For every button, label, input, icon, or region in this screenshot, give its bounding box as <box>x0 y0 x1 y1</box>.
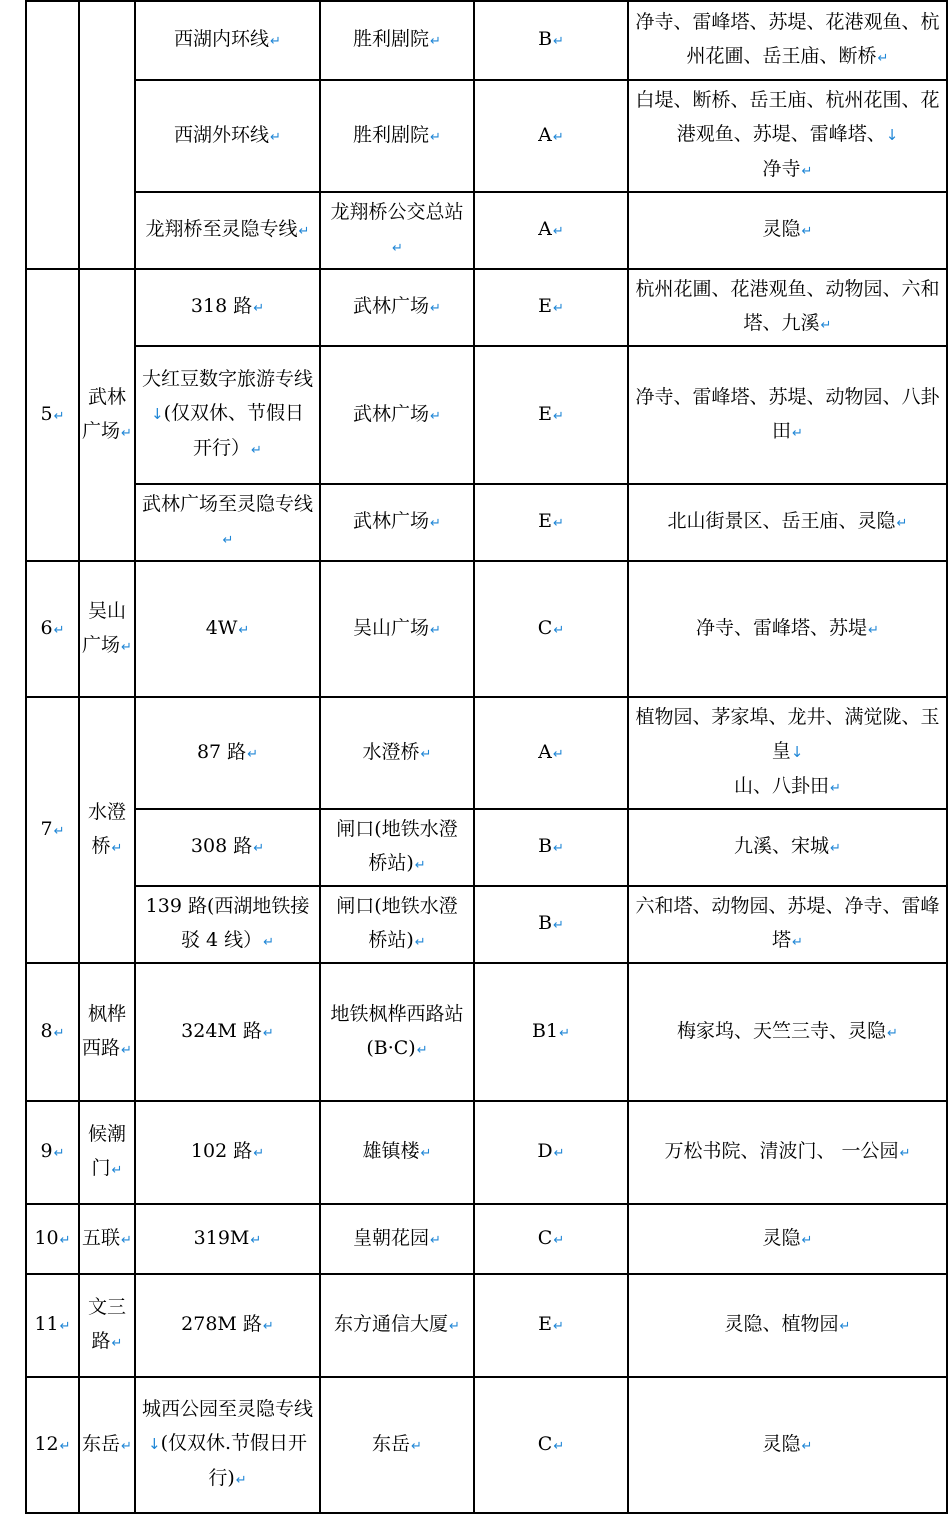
exit-code: B <box>538 912 553 934</box>
exit-cell <box>474 886 628 963</box>
paragraph-mark-icon: ↵ <box>416 1042 428 1058</box>
exit-cell <box>474 1101 628 1204</box>
exit-cell <box>474 963 628 1101</box>
paragraph-mark-icon: ↵ <box>553 34 564 49</box>
station-name: 五联 <box>82 1226 121 1249</box>
paragraph-mark-icon: ↵ <box>59 1319 71 1334</box>
station-number-cell <box>26 697 79 963</box>
station-name: 候潮门 <box>87 1123 126 1179</box>
table-row <box>26 886 947 963</box>
destinations: 植物园、茅家埠、龙井、满觉陇、玉皇 <box>635 706 940 762</box>
paragraph-mark-icon: ↵ <box>251 443 262 458</box>
station-name-cell <box>79 1101 135 1204</box>
paragraph-mark-icon: ↵ <box>792 935 803 950</box>
paragraph-mark-icon: ↵ <box>552 301 564 316</box>
paragraph-mark-icon: ↵ <box>430 301 441 316</box>
paragraph-mark-icon: ↵ <box>899 1146 911 1161</box>
destinations-cell <box>628 809 947 886</box>
station-name-cell <box>79 1 135 269</box>
route-name: 87 路 <box>196 740 247 763</box>
destinations-cell <box>628 269 947 346</box>
paragraph-mark-icon: ↵ <box>253 1146 265 1161</box>
paragraph-mark-icon: ↵ <box>411 1438 422 1454</box>
route-name: 龙翔桥至灵隐专线 <box>145 218 298 240</box>
paragraph-mark-icon: ↵ <box>414 858 426 873</box>
stop-name: 皇朝花园 <box>353 1226 430 1249</box>
exit-code: B1 <box>532 1019 559 1042</box>
paragraph-mark-icon: ↵ <box>430 1232 441 1248</box>
table-row <box>26 1 947 80</box>
route-name: 102 路 <box>190 1140 253 1162</box>
destinations-cell <box>628 963 947 1101</box>
route-cell <box>135 1101 320 1204</box>
stop-cell <box>320 346 474 484</box>
destinations-cell <box>628 1274 947 1377</box>
stop-cell <box>320 1204 474 1274</box>
stop-name: 吴山广场 <box>353 616 430 639</box>
destinations: 净寺、雷峰塔、苏堤、动物园、八卦田 <box>635 385 940 442</box>
paragraph-mark-icon: ↵ <box>449 1319 460 1334</box>
route-cell <box>135 80 320 192</box>
stop-cell <box>320 484 474 561</box>
table-row <box>26 1274 947 1377</box>
exit-code: E <box>538 295 552 317</box>
stop-name: 地铁枫桦西路站(B·C) <box>330 1002 464 1059</box>
route-name: 319M <box>193 1226 250 1249</box>
paragraph-mark-icon: ↵ <box>896 516 908 531</box>
station-name: 枫桦西路 <box>82 1002 126 1059</box>
exit-cell <box>474 809 628 886</box>
exit-cell <box>474 697 628 809</box>
paragraph-mark-icon: ↵ <box>420 1146 432 1161</box>
paragraph-mark-icon: ↵ <box>553 918 564 933</box>
paragraph-mark-icon: ↵ <box>792 425 803 441</box>
paragraph-mark-icon: ↵ <box>53 408 65 424</box>
route-name: 大红豆数字旅游专线 <box>142 368 314 390</box>
paragraph-mark-icon: ↵ <box>430 622 441 638</box>
exit-cell <box>474 1 628 80</box>
destinations-cont: 山、八卦田 <box>734 775 830 797</box>
table-row <box>26 963 947 1101</box>
station-name-cell <box>79 1204 135 1274</box>
route-cell <box>135 963 320 1101</box>
paragraph-mark-icon: ↵ <box>553 622 565 638</box>
paragraph-mark-icon: ↵ <box>552 516 564 531</box>
destinations-cell <box>628 346 947 484</box>
table-row <box>26 809 947 886</box>
paragraph-mark-icon: ↵ <box>839 1319 851 1334</box>
route-cell <box>135 1 320 80</box>
station-number: 6 <box>40 616 53 639</box>
paragraph-mark-icon: ↵ <box>552 224 564 239</box>
destinations-cell <box>628 697 947 809</box>
destinations-cell <box>628 192 947 269</box>
table-row <box>26 484 947 561</box>
route-name: 318 路 <box>190 295 253 317</box>
paragraph-mark-icon: ↵ <box>263 935 275 950</box>
stop-cell <box>320 886 474 963</box>
exit-code: E <box>538 510 552 532</box>
station-name-cell <box>79 561 135 697</box>
table-row <box>26 697 947 809</box>
paragraph-mark-icon: ↵ <box>552 129 564 145</box>
exit-code: D <box>537 1140 553 1162</box>
destinations-cell <box>628 80 947 192</box>
exit-cell <box>474 346 628 484</box>
exit-cell <box>474 80 628 192</box>
exit-cell <box>474 561 628 697</box>
exit-code: A <box>538 740 552 763</box>
route-name: 278M 路 <box>181 1313 262 1335</box>
destinations: 梅家坞、天竺三寺、灵隐 <box>677 1019 887 1042</box>
paragraph-mark-icon: ↵ <box>121 1232 132 1248</box>
station-number: 9 <box>40 1140 53 1162</box>
station-number: 7 <box>40 817 53 840</box>
paragraph-mark-icon: ↵ <box>298 224 310 239</box>
paragraph-mark-icon: ↵ <box>553 1438 565 1454</box>
paragraph-mark-icon: ↵ <box>430 408 441 424</box>
paragraph-mark-icon: ↵ <box>430 516 441 531</box>
stop-cell <box>320 561 474 697</box>
stop-name: 武林广场 <box>353 402 430 425</box>
exit-code: B <box>538 28 553 50</box>
paragraph-mark-icon: ↵ <box>392 241 403 256</box>
stop-cell <box>320 1 474 80</box>
destinations: 杭州花圃、花港观鱼、动物园、六和塔、九溪 <box>635 278 940 334</box>
paragraph-mark-icon: ↵ <box>801 1232 813 1248</box>
paragraph-mark-icon: ↵ <box>553 1146 565 1161</box>
stop-name: 水澄桥 <box>362 740 420 763</box>
exit-code: C <box>537 1226 553 1249</box>
route-cell <box>135 697 320 809</box>
paragraph-mark-icon: ↵ <box>247 746 259 762</box>
paragraph-mark-icon: ↵ <box>887 1025 898 1041</box>
paragraph-mark-icon: ↵ <box>868 622 879 638</box>
station-number: 8 <box>40 1019 53 1042</box>
bus-transfer-table <box>25 0 948 1514</box>
paragraph-mark-icon: ↵ <box>250 1232 262 1248</box>
paragraph-mark-icon: ↵ <box>552 1319 564 1334</box>
paragraph-mark-icon: ↵ <box>262 1319 274 1334</box>
stop-cell <box>320 809 474 886</box>
exit-cell <box>474 192 628 269</box>
route-cell <box>135 886 320 963</box>
paragraph-mark-icon: ↵ <box>830 841 841 856</box>
destinations: 净寺、雷峰塔、苏堤 <box>696 616 868 639</box>
table-row <box>26 561 947 697</box>
route-cell <box>135 346 320 484</box>
paragraph-mark-icon: ↵ <box>559 1025 570 1041</box>
route-name: 139 路(西湖地铁接驳 4 线） <box>145 895 310 951</box>
station-name-cell <box>79 269 135 561</box>
destinations-cell <box>628 886 947 963</box>
paragraph-mark-icon: ↵ <box>111 840 123 856</box>
route-cell <box>135 269 320 346</box>
paragraph-mark-icon: ↵ <box>222 533 234 548</box>
station-name: 东岳 <box>82 1432 121 1455</box>
paragraph-mark-icon: ↵ <box>53 1146 65 1161</box>
destinations: 北山街景区、岳王庙、灵隐 <box>667 510 896 532</box>
route-cell <box>135 809 320 886</box>
paragraph-mark-icon: ↵ <box>430 129 441 145</box>
route-name: 324M 路 <box>181 1019 262 1042</box>
exit-cell <box>474 269 628 346</box>
stop-cell <box>320 1274 474 1377</box>
station-number-cell <box>26 1 79 269</box>
destinations: 万松书院、清波门、 一公园 <box>664 1140 899 1162</box>
paragraph-mark-icon: ↵ <box>253 841 265 856</box>
table-row <box>26 1101 947 1204</box>
paragraph-mark-icon: ↵ <box>111 1336 123 1351</box>
exit-code: A <box>538 218 552 240</box>
station-number: 10 <box>34 1226 59 1249</box>
destinations-cont: 净寺 <box>762 158 801 180</box>
paragraph-mark-icon: ↵ <box>238 622 250 638</box>
destinations: 灵隐、植物园 <box>724 1313 839 1335</box>
destinations: 灵隐 <box>762 218 801 240</box>
stop-cell <box>320 80 474 192</box>
route-cell <box>135 1204 320 1274</box>
route-name: 西湖内环线 <box>174 28 270 50</box>
line-break-mark-icon: ↓ <box>151 405 164 423</box>
station-name: 吴山广场 <box>82 599 126 656</box>
line-break-mark-icon: ↓ <box>147 1435 161 1453</box>
stop-cell <box>320 1101 474 1204</box>
destinations-cell <box>628 1204 947 1274</box>
table-row <box>26 346 947 484</box>
line-break-mark-icon: ↓ <box>885 126 899 144</box>
destinations: 白堤、断桥、岳王庙、杭州花围、花港观鱼、苏堤、雷峰塔、 <box>635 89 940 145</box>
paragraph-mark-icon: ↵ <box>420 746 432 762</box>
station-number-cell <box>26 1101 79 1204</box>
paragraph-mark-icon: ↵ <box>552 408 564 424</box>
stop-name: 胜利剧院 <box>353 123 430 146</box>
station-number-cell <box>26 561 79 697</box>
stop-cell <box>320 192 474 269</box>
destinations: 灵隐 <box>762 1432 801 1455</box>
exit-cell <box>474 484 628 561</box>
paragraph-mark-icon: ↵ <box>121 1438 132 1454</box>
paragraph-mark-icon: ↵ <box>552 746 564 762</box>
paragraph-mark-icon: ↵ <box>553 1232 565 1248</box>
paragraph-mark-icon: ↵ <box>111 1163 123 1178</box>
paragraph-mark-icon: ↵ <box>53 622 65 638</box>
table-row <box>26 80 947 192</box>
route-cell <box>135 484 320 561</box>
exit-code: C <box>537 1432 553 1455</box>
route-cell <box>135 192 320 269</box>
paragraph-mark-icon: ↵ <box>414 935 426 950</box>
paragraph-mark-icon: ↵ <box>59 1232 71 1248</box>
stop-name: 闸口(地铁水澄桥站) <box>336 818 458 874</box>
route-cell <box>135 561 320 697</box>
station-name-cell <box>79 963 135 1101</box>
stop-name: 龙翔桥公交总站 <box>330 201 464 223</box>
route-note: (仅双休、节假日开行） <box>163 402 304 459</box>
destinations-cell <box>628 1377 947 1513</box>
stop-name: 胜利剧院 <box>353 28 430 50</box>
table-row <box>26 1377 947 1513</box>
destinations: 灵隐 <box>762 1226 801 1249</box>
paragraph-mark-icon: ↵ <box>121 425 132 441</box>
destinations-cell <box>628 1 947 80</box>
stop-cell <box>320 697 474 809</box>
stop-name: 东岳 <box>372 1432 411 1455</box>
station-name-cell <box>79 1274 135 1377</box>
route-name: 4W <box>205 616 238 639</box>
paragraph-mark-icon: ↵ <box>801 224 813 239</box>
station-name-cell <box>79 1377 135 1513</box>
stop-name: 武林广场 <box>353 510 430 532</box>
station-number: 5 <box>40 402 53 425</box>
stop-cell <box>320 269 474 346</box>
exit-cell <box>474 1377 628 1513</box>
paragraph-mark-icon: ↵ <box>59 1438 71 1454</box>
paragraph-mark-icon: ↵ <box>430 34 441 49</box>
destinations-cell <box>628 1101 947 1204</box>
route-name: 武林广场至灵隐专线 <box>142 493 314 515</box>
line-break-mark-icon: ↓ <box>790 743 804 761</box>
paragraph-mark-icon: ↵ <box>830 781 841 796</box>
route-note: (仅双休.节假日开行) <box>160 1432 308 1489</box>
stop-name: 东方通信大厦 <box>334 1313 449 1335</box>
stop-cell <box>320 963 474 1101</box>
paragraph-mark-icon: ↵ <box>121 1042 132 1058</box>
exit-code: A <box>538 123 552 146</box>
stop-name: 武林广场 <box>353 295 430 317</box>
paragraph-mark-icon: ↵ <box>121 639 132 655</box>
paragraph-mark-icon: ↵ <box>801 164 813 179</box>
destinations: 九溪、宋城 <box>734 835 830 857</box>
paragraph-mark-icon: ↵ <box>820 318 832 333</box>
paragraph-mark-icon: ↵ <box>262 1025 274 1041</box>
station-number-cell <box>26 1377 79 1513</box>
destinations: 净寺、雷峰塔、苏堤、花港观鱼、杭州花圃、岳王庙、断桥 <box>635 11 940 67</box>
paragraph-mark-icon: ↵ <box>253 301 265 316</box>
exit-code: C <box>537 616 553 639</box>
table-row <box>26 192 947 269</box>
station-number: 11 <box>34 1313 59 1335</box>
table-body <box>26 1 947 1513</box>
exit-cell <box>474 1274 628 1377</box>
route-name: 西湖外环线 <box>174 123 270 146</box>
stop-cell <box>320 1377 474 1513</box>
route-cell <box>135 1274 320 1377</box>
stop-name: 闸口(地铁水澄桥站) <box>336 895 458 951</box>
paragraph-mark-icon: ↵ <box>877 51 889 66</box>
paragraph-mark-icon: ↵ <box>553 841 564 856</box>
exit-code: E <box>538 402 552 425</box>
station-number-cell <box>26 1274 79 1377</box>
destinations-cell <box>628 484 947 561</box>
station-name: 武林广场 <box>82 385 126 442</box>
table-row <box>26 1204 947 1274</box>
paragraph-mark-icon: ↵ <box>53 1025 65 1041</box>
station-number-cell <box>26 963 79 1101</box>
station-number-cell <box>26 1204 79 1274</box>
paragraph-mark-icon: ↵ <box>270 129 281 145</box>
exit-cell <box>474 1204 628 1274</box>
station-name: 水澄桥 <box>87 800 126 857</box>
destinations-cell <box>628 561 947 697</box>
paragraph-mark-icon: ↵ <box>53 823 65 839</box>
paragraph-mark-icon: ↵ <box>801 1438 813 1454</box>
destinations: 六和塔、动物园、苏堤、净寺、雷峰塔 <box>635 895 940 951</box>
paragraph-mark-icon: ↵ <box>270 34 281 49</box>
paragraph-mark-icon: ↵ <box>235 1473 247 1488</box>
station-number: 12 <box>34 1432 59 1455</box>
route-name: 308 路 <box>190 835 253 857</box>
exit-code: E <box>538 1313 552 1335</box>
station-name: 文三路 <box>87 1296 126 1352</box>
table-row <box>26 269 947 346</box>
stop-name: 雄镇楼 <box>362 1140 420 1162</box>
exit-code: B <box>538 835 553 857</box>
station-name-cell <box>79 697 135 963</box>
station-number-cell <box>26 269 79 561</box>
route-cell <box>135 1377 320 1513</box>
route-name: 城西公园至灵隐专线 <box>142 1398 314 1420</box>
